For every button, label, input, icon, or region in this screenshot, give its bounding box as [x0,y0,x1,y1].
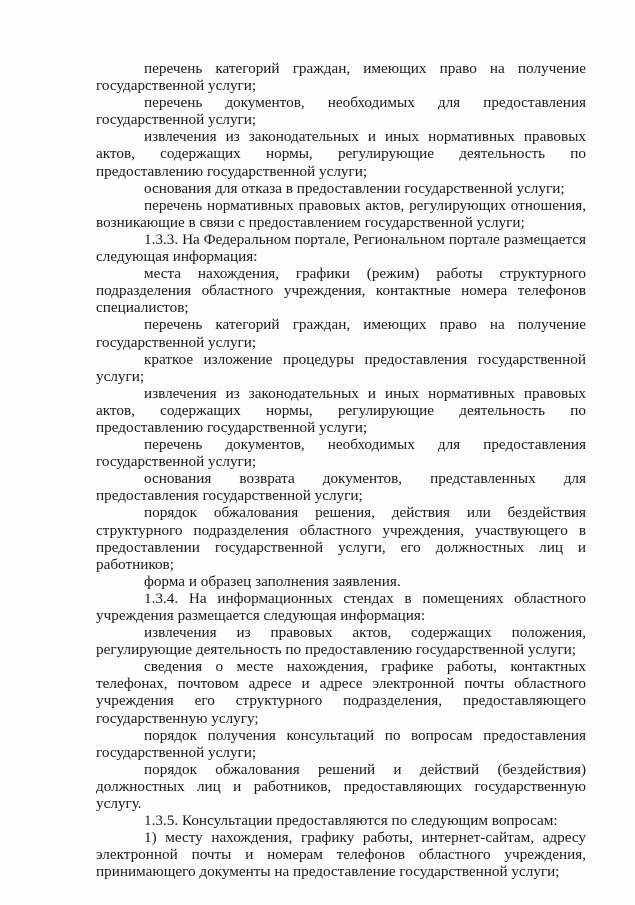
paragraph-18: порядок получения консультаций по вопросам предоставления государственной услуги; [96,726,586,761]
paragraph-10: извлечения из законодательных и иных нормативных правовых актов, содержащих нормы, регулирующие деятельность по предоставлению государственной услуги; [96,384,586,436]
section-1-3-4-heading: 1.3.4. На информационных стендах в помещениях областного учреждения размещается следующая информация: [96,589,586,624]
paragraph-8: перечень категорий граждан, имеющих право на получение государственной услуги; [96,316,586,351]
paragraph-13: порядок обжалования решения, действия или бездействия структурного подразделения областного учреждения, участвующего в предоставлении государственной услуги, его должностных лиц и работников; [96,504,586,573]
section-1-3-5-heading: 1.3.5. Консультации предоставляются по следующим вопросам: [144,812,558,830]
paragraph-7: места нахождения, графики (режим) работы структурного подразделения областного учреждения, контактные номера телефонов специалистов; [96,265,586,317]
paragraph-17: сведения о месте нахождения, графике работы, контактных телефонах, почтовом адресе и адресе электронной почты областного учреждения его структурного подразделения, предоставляющего государственную услугу; [96,658,586,727]
document-body [96,60,586,881]
paragraph-3: извлечения из законодательных и иных нормативных правовых актов, содержащих нормы, регулирующие деятельность по предоставлению государственной услуги; [96,128,586,180]
paragraph-19: порядок обжалования решений и действий (бездействия) должностных лиц и работников, предоставляющих государственную услугу. [96,760,586,813]
paragraph-1: перечень категорий граждан, имеющих право на получение государственной услуги; [96,60,586,95]
paragraph-12: основания возврата документов, представленных для предоставления государственной услуги; [96,470,586,505]
paragraph-21: 1) месту нахождения, графику работы, интернет-сайтам, адресу электронной почты и номерам телефонов областного учреждения, принимающего документы на предоставление государственной услуги; [96,829,586,881]
paragraph-2: перечень документов, необходимых для предоставления государственной услуги; [96,94,586,129]
paragraph-9: краткое изложение процедуры предоставления государственной услуги; [96,350,586,385]
paragraph-16: извлечения из правовых актов, содержащих положения, регулирующие деятельность по предоставлению государственной услуги; [96,624,586,659]
section-1-3-3-heading: 1.3.3. На Федеральном портале, Региональном портале размещается следующая информация: [96,230,586,266]
paragraph-11: перечень документов, необходимых для предоставления государственной услуги; [96,436,586,471]
paragraph-14: форма и образец заполнения заявления. [144,572,401,590]
paragraph-4: основания для отказа в предоставлении государственной услуги; [144,179,565,197]
paragraph-5: перечень нормативных правовых актов, регулирующих отношения, возникающие в связи с предоставлением государственной услуги; [96,196,586,231]
